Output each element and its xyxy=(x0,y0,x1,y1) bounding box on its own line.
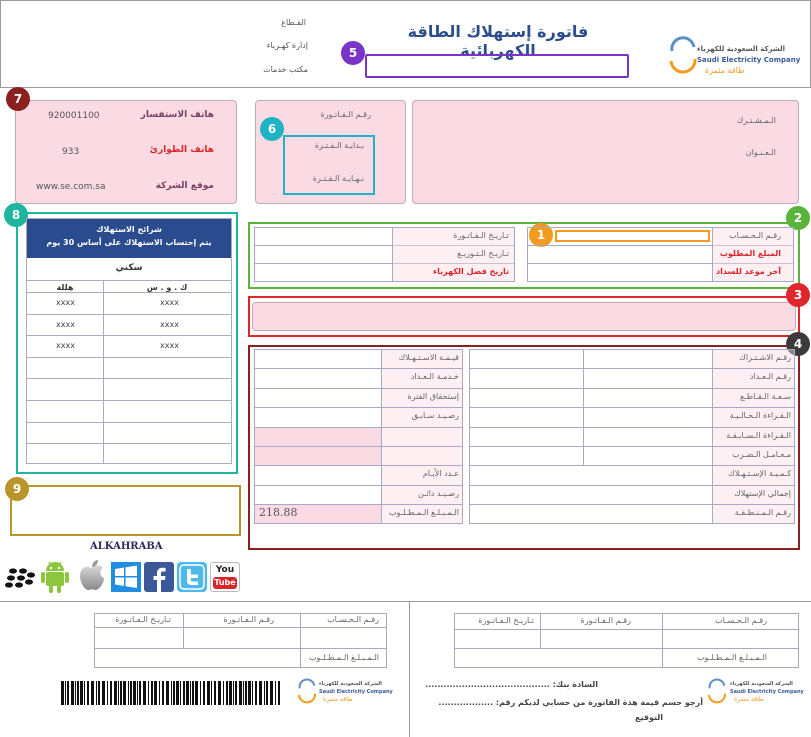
badge-5: 5 xyxy=(341,41,365,65)
header-office: مكتب خدمات xyxy=(263,65,308,74)
app-name: ALKAHRABA xyxy=(90,541,163,552)
right-coupon-invoice: رقـم الـفـاتـورة xyxy=(580,616,631,625)
sec-logo-icon xyxy=(668,33,698,77)
details-left-pink-cell xyxy=(255,447,381,465)
facebook-icon[interactable] xyxy=(144,562,174,592)
details-left-label: إستحقاق الفترة xyxy=(407,392,459,401)
tariff-category: سكني xyxy=(115,263,143,273)
badge-1: 1 xyxy=(529,223,553,247)
left-logo-sub: طاقة مثمرة xyxy=(323,696,353,703)
right-coupon-account: رقـم الـحـسـاب xyxy=(715,616,767,625)
details-right-label: رقـم الـمـنـطـقـة xyxy=(734,508,791,517)
coupon-divider xyxy=(409,601,410,737)
right-logo-en: Saudi Electricity Company xyxy=(730,689,804,695)
right-logo-sub: طاقة مثمرة xyxy=(734,696,764,703)
left-logo-ar: الشركة السعودية للكهرباء xyxy=(319,681,382,687)
badge-8: 8 xyxy=(4,203,28,227)
invoice-date-label: تـاريـخ الـفـاتـورة xyxy=(453,231,509,240)
header-department: إدارة كهـرباء xyxy=(266,41,308,50)
logo-sub: طاقة مثمرة xyxy=(705,66,745,75)
badge-9: 9 xyxy=(5,477,29,501)
right-coupon-amount: الـمـبـلـغ الـمـطـلـوب xyxy=(696,653,767,662)
period-end: نـهـايـة الـفـتـرة xyxy=(312,174,364,183)
period-start: بـدايـة الـفـتـرة xyxy=(314,141,364,150)
header-sector: القـطاع xyxy=(281,18,306,27)
signature-label: التوقيع xyxy=(635,713,663,722)
details-left-label: خـدمـة الـعـداد xyxy=(410,372,459,381)
badge-2: 2 xyxy=(786,206,810,230)
tariff-halala-value: xxxx xyxy=(56,298,75,307)
left-coupon-date: تـاريـخ الـفـاتـورة xyxy=(115,615,171,624)
left-coupon-invoice: رقـم الـفـاتـورة xyxy=(223,615,274,624)
amount-due-label: المبلغ المطلوب xyxy=(719,249,781,258)
badge-6: 6 xyxy=(260,117,284,141)
tariff-kwh-value: xxxx xyxy=(160,298,179,307)
inquiry-label: هاتف الاستفسار xyxy=(140,110,214,120)
windows-icon[interactable] xyxy=(111,562,141,592)
right-logo-ar: الشركة السعودية للكهرباء xyxy=(730,681,793,687)
inquiry-value: 920001100 xyxy=(48,111,100,121)
badge-7: 7 xyxy=(6,87,30,111)
tariff-kwh-value: xxxx xyxy=(160,341,179,350)
title-input-box[interactable] xyxy=(365,54,629,78)
apple-icon[interactable] xyxy=(77,558,107,592)
tariff-col-halala: هللة xyxy=(56,283,74,292)
period-invoice-no: رقـم الـفـاتـورة xyxy=(320,110,371,119)
message-bar xyxy=(252,302,796,331)
site-label: موقع الشركة xyxy=(155,181,214,191)
left-coupon-amount: الـمـبـلـغ الـمـطـلـوب xyxy=(308,653,379,662)
details-left-label: رصـيـد سـابـق xyxy=(411,411,459,420)
badge-3: 3 xyxy=(786,283,810,307)
details-right-label: إجمالي الإستهلاك xyxy=(734,489,791,498)
details-right-label: كـمـيـة الإسـتـهـلاك xyxy=(728,469,791,478)
left-logo-en: Saudi Electricity Company xyxy=(319,689,393,695)
request-line: أرجو حسم قيمة هذة الفاتورة من حسابي لديكم رقم: .................. xyxy=(438,698,703,707)
details-left-label: قيـمـة الاسـتـهـلاك xyxy=(398,353,459,362)
cutoff-date-label: تاريخ فصل الكهرباء xyxy=(433,267,509,276)
barcode xyxy=(61,681,282,705)
distribution-date-label: تـاريـخ الـتـوزيـع xyxy=(457,249,509,258)
tariff-halala-value: xxxx xyxy=(56,341,75,350)
details-right-label: الـقـراءة الـحـالـيـة xyxy=(729,411,791,420)
logo-ar: الشركة السعودية للكهرباء xyxy=(697,45,786,53)
badge-4: 4 xyxy=(786,332,810,356)
site-value[interactable]: www.se.com.sa xyxy=(36,182,106,192)
left-coupon-account: رقـم الـحـسـاب xyxy=(327,615,379,624)
details-right-label: مـعـامـل الـضـرب xyxy=(732,450,791,459)
details-right-label: الـقـراءة الـسـابـقـة xyxy=(726,431,791,440)
bank-line: السادة بنك: ......................................... xyxy=(425,680,598,689)
tariff-kwh-value: xxxx xyxy=(160,320,179,329)
tariff-title2: يتم إحتساب الاستهلاك على أساس 30 يوم xyxy=(46,238,212,247)
details-left-label: رصـيـد دائـن xyxy=(418,489,459,498)
account-no-label: رقـم الـحـسـاب xyxy=(729,231,781,240)
blackberry-icon[interactable] xyxy=(4,567,36,589)
logo-en: Saudi Electricity Company xyxy=(697,56,801,64)
tariff-title1: شرائح الاستهلاك xyxy=(96,225,162,234)
details-right-label: رقـم الـعـداد xyxy=(749,372,791,381)
subscriber-address: الـعـنـوان xyxy=(745,148,776,157)
account-number-input[interactable] xyxy=(555,230,710,242)
twitter-icon[interactable] xyxy=(177,562,207,592)
emergency-label: هاتف الطوارئ xyxy=(149,145,214,155)
cut-line xyxy=(0,601,811,602)
details-left-label: الـمـبـلـغ الـمـطـلـوب xyxy=(388,508,459,517)
amount-value: 218.88 xyxy=(259,506,298,519)
tariff-halala-value: xxxx xyxy=(56,320,75,329)
tariff-col-kwh: ك . و . س xyxy=(146,283,188,292)
android-icon[interactable] xyxy=(39,559,71,595)
right-coupon-date: تـاريـخ الـفـاتـورة xyxy=(478,616,534,625)
emergency-value: 933 xyxy=(62,147,80,157)
details-left-label: عـدد الأيـام xyxy=(422,469,459,478)
details-right-label: سـعـة الـقـاطـع xyxy=(740,392,791,401)
page-title: فاتورة إستهلاك الطاقة الكهربائية xyxy=(407,22,589,60)
subscriber-name: الـمـشـتـرك xyxy=(736,116,776,125)
sec-logo-icon-small xyxy=(297,676,317,706)
details-left-pink-cell xyxy=(255,428,381,446)
last-date-label: آخر موعد للسداد xyxy=(716,267,781,276)
youtube-icon[interactable]: You Tube xyxy=(210,562,240,592)
sec-logo-icon-small-right xyxy=(707,676,727,706)
details-right-label: رقـم الاشـتـراك xyxy=(739,353,791,362)
notes-box xyxy=(10,485,241,536)
